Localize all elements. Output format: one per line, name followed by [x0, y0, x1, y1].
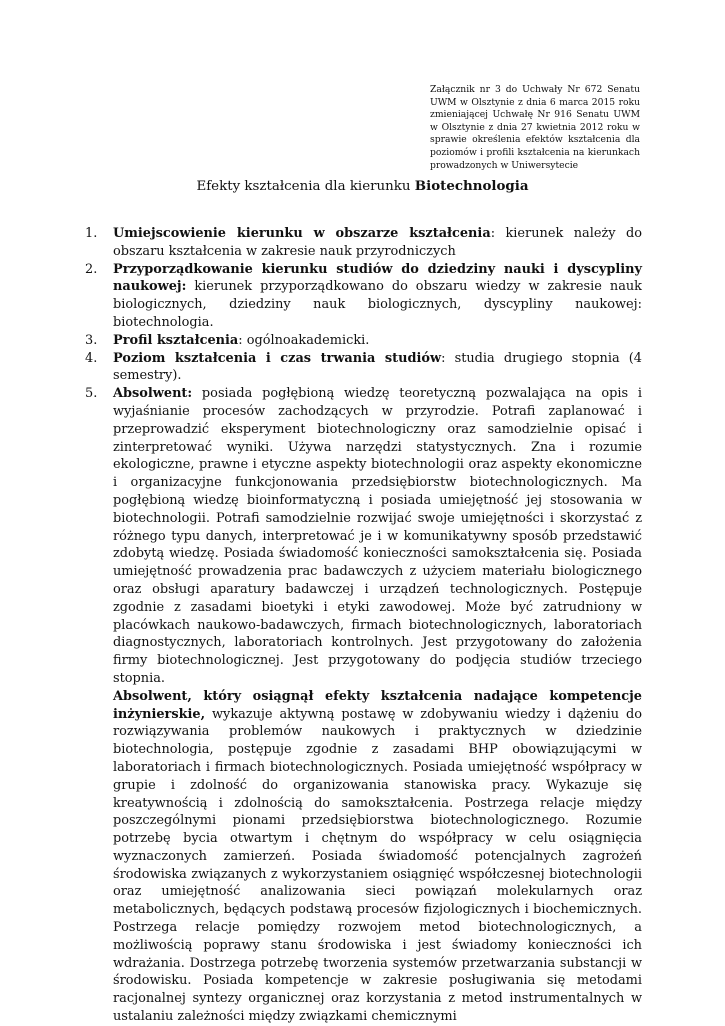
- document-title: [0, 177, 725, 196]
- item-number: 1.: [85, 226, 98, 241]
- list-item-3: [82, 332, 642, 350]
- item-text: : ogólnoakademicki.: [238, 332, 370, 348]
- list-item-1: [82, 225, 642, 261]
- annex-note: Załącznik nr 3 do Uchwały Nr 672 Senatu UWM w Olsztynie z dnia 6 marca 2015 roku zmieniającej Uchwałę Nr 916 Senatu UWM w Olsztynie z dnia 27 kwietnia 2012 roku w sprawie określenia efektów kształcenia dla poziomów i profili kształcenia na kierunkach prowadzonych w Uniwersytecie: [430, 84, 640, 171]
- item-label: Profil kształcenia: [113, 332, 239, 348]
- field-name: Biotechnologia: [414, 178, 529, 194]
- item-number: 2.: [85, 261, 98, 277]
- engineering-text: wykazuje aktywną postawę w zdobywaniu wiedzy i dążeniu do rozwiązywania problemów naukowych i praktycznych w dziedzinie biotechnologia, postępuje zgodnie z zasadami BHP obowiązującymi w laboratoriach i firmach biotechnologicznych. Posiada umiejętność współpracy w grupie i zdolność do organizowania stanowiska pracy. Wykazuje się kreatywnością i zdolnością do samokształcenia. Postrzega relacje między poszczególnymi pionami przedsiębiorstwa biotechnologicznego. Rozumie potrzebę bycia otwartym i chętnym do współpracy w celu osiągnięcia wyznaczonych zamierzeń. Posiada świadomość potencjalnych zagrożeń środowiska związanych z wykorzystaniem osiągnięć współczesnej biotechnologii oraz umiejętność analizowania sieci powiązań molekularnych oraz metabolicznych, będących podstawą procesów fizjologicznych i biochemicznych. Postrzega relacje pomiędzy rozwojem metod biotechnologicznych, a możliwością poprawy stanu środowiska i jest świadomy konieczności ich wdrażania. Dostrzega potrzebę tworzenia systemów przetwarzania substancji w środowisku. Posiada kompetencje w zakresie posługiwania się metodami racjonalnej syntezy organicznej oraz korzystania z metod instrumentalnych w ustalaniu zależności między związkami chemicznymi: [113, 706, 642, 1025]
- title-prefix: Efekty kształcenia dla kierunku: [196, 179, 415, 194]
- outcomes-list: [82, 225, 642, 1026]
- list-item-4: [82, 350, 642, 386]
- item-number: 5.: [85, 386, 98, 402]
- item-text: : kierunek należy do obszaru kształcenia w zakresie nauk przyrodniczych: [113, 226, 643, 259]
- engineering-label: Absolwent, który osiągnął efekty kształcenia nadające kompetencje inżynierskie,: [113, 688, 642, 722]
- list-item-2: [82, 261, 642, 332]
- item-number: 3.: [85, 332, 98, 348]
- item-number: 4.: [85, 350, 98, 366]
- item-text: posiada pogłębioną wiedzę teoretyczną pozwalająca na opis i wyjaśnianie procesów zachodzących w przyrodzie. Potrafi zaplanować i przeprowadzić eksperyment biotechnologiczny oraz samodzielnie opisać i zinterpretować wyniki. Używa narzędzi statystycznych. Zna i rozumie ekologiczne, prawne i etyczne aspekty biotechnologii oraz aspekty ekonomiczne i organizacyjne funkcjonowania przedsiębiorstw biotechnologicznych. Ma pogłębioną wiedzę bioinformatyczną i posiada umiejętność jej stosowania w biotechnologii. Potrafi samodzielnie rozwijać swoje umiejętności i skorzystać z różnego typu danych, interpretować je i w komunikatywny sposób przedstawić zdobytą wiedzę. Posiada świadomość konieczności samokształcenia się. Posiada umiejętność prowadzenia prac badawczych z użyciem materiału biologicznego oraz obsługi aparatury badawczej i urządzeń technologicznych. Postępuje zgodnie z zasadami bioetyki i etyki zawodowej. Może być zatrudniony w placówkach naukowo-badawczych, firmach biotechnologicznych, laboratoriach diagnostycznych, laboratoriach kontrolnych. Jest przygotowany do założenia firmy biotechnologicznej. Jest przygotowany do podjęcia studiów trzeciego stopnia.: [113, 386, 642, 686]
- item-text: kierunek przyporządkowano do obszaru wiedzy w zakresie nauk biologicznych, dziedziny nauk biologicznych, dyscypliny naukowej: biotechnologia.: [113, 279, 642, 330]
- item-label: Umiejscowienie kierunku w obszarze kształcenia: [113, 226, 491, 241]
- item-label: Przyporządkowanie kierunku studiów do dziedziny nauki i dyscypliny naukowej:: [113, 261, 642, 295]
- item-label: Poziom kształcenia i czas trwania studiów: [113, 350, 442, 366]
- item-label: Absolwent:: [113, 386, 193, 402]
- list-item-5: [82, 385, 642, 1026]
- item-text: : studia drugiego stopnia (4 semestry).: [113, 350, 642, 384]
